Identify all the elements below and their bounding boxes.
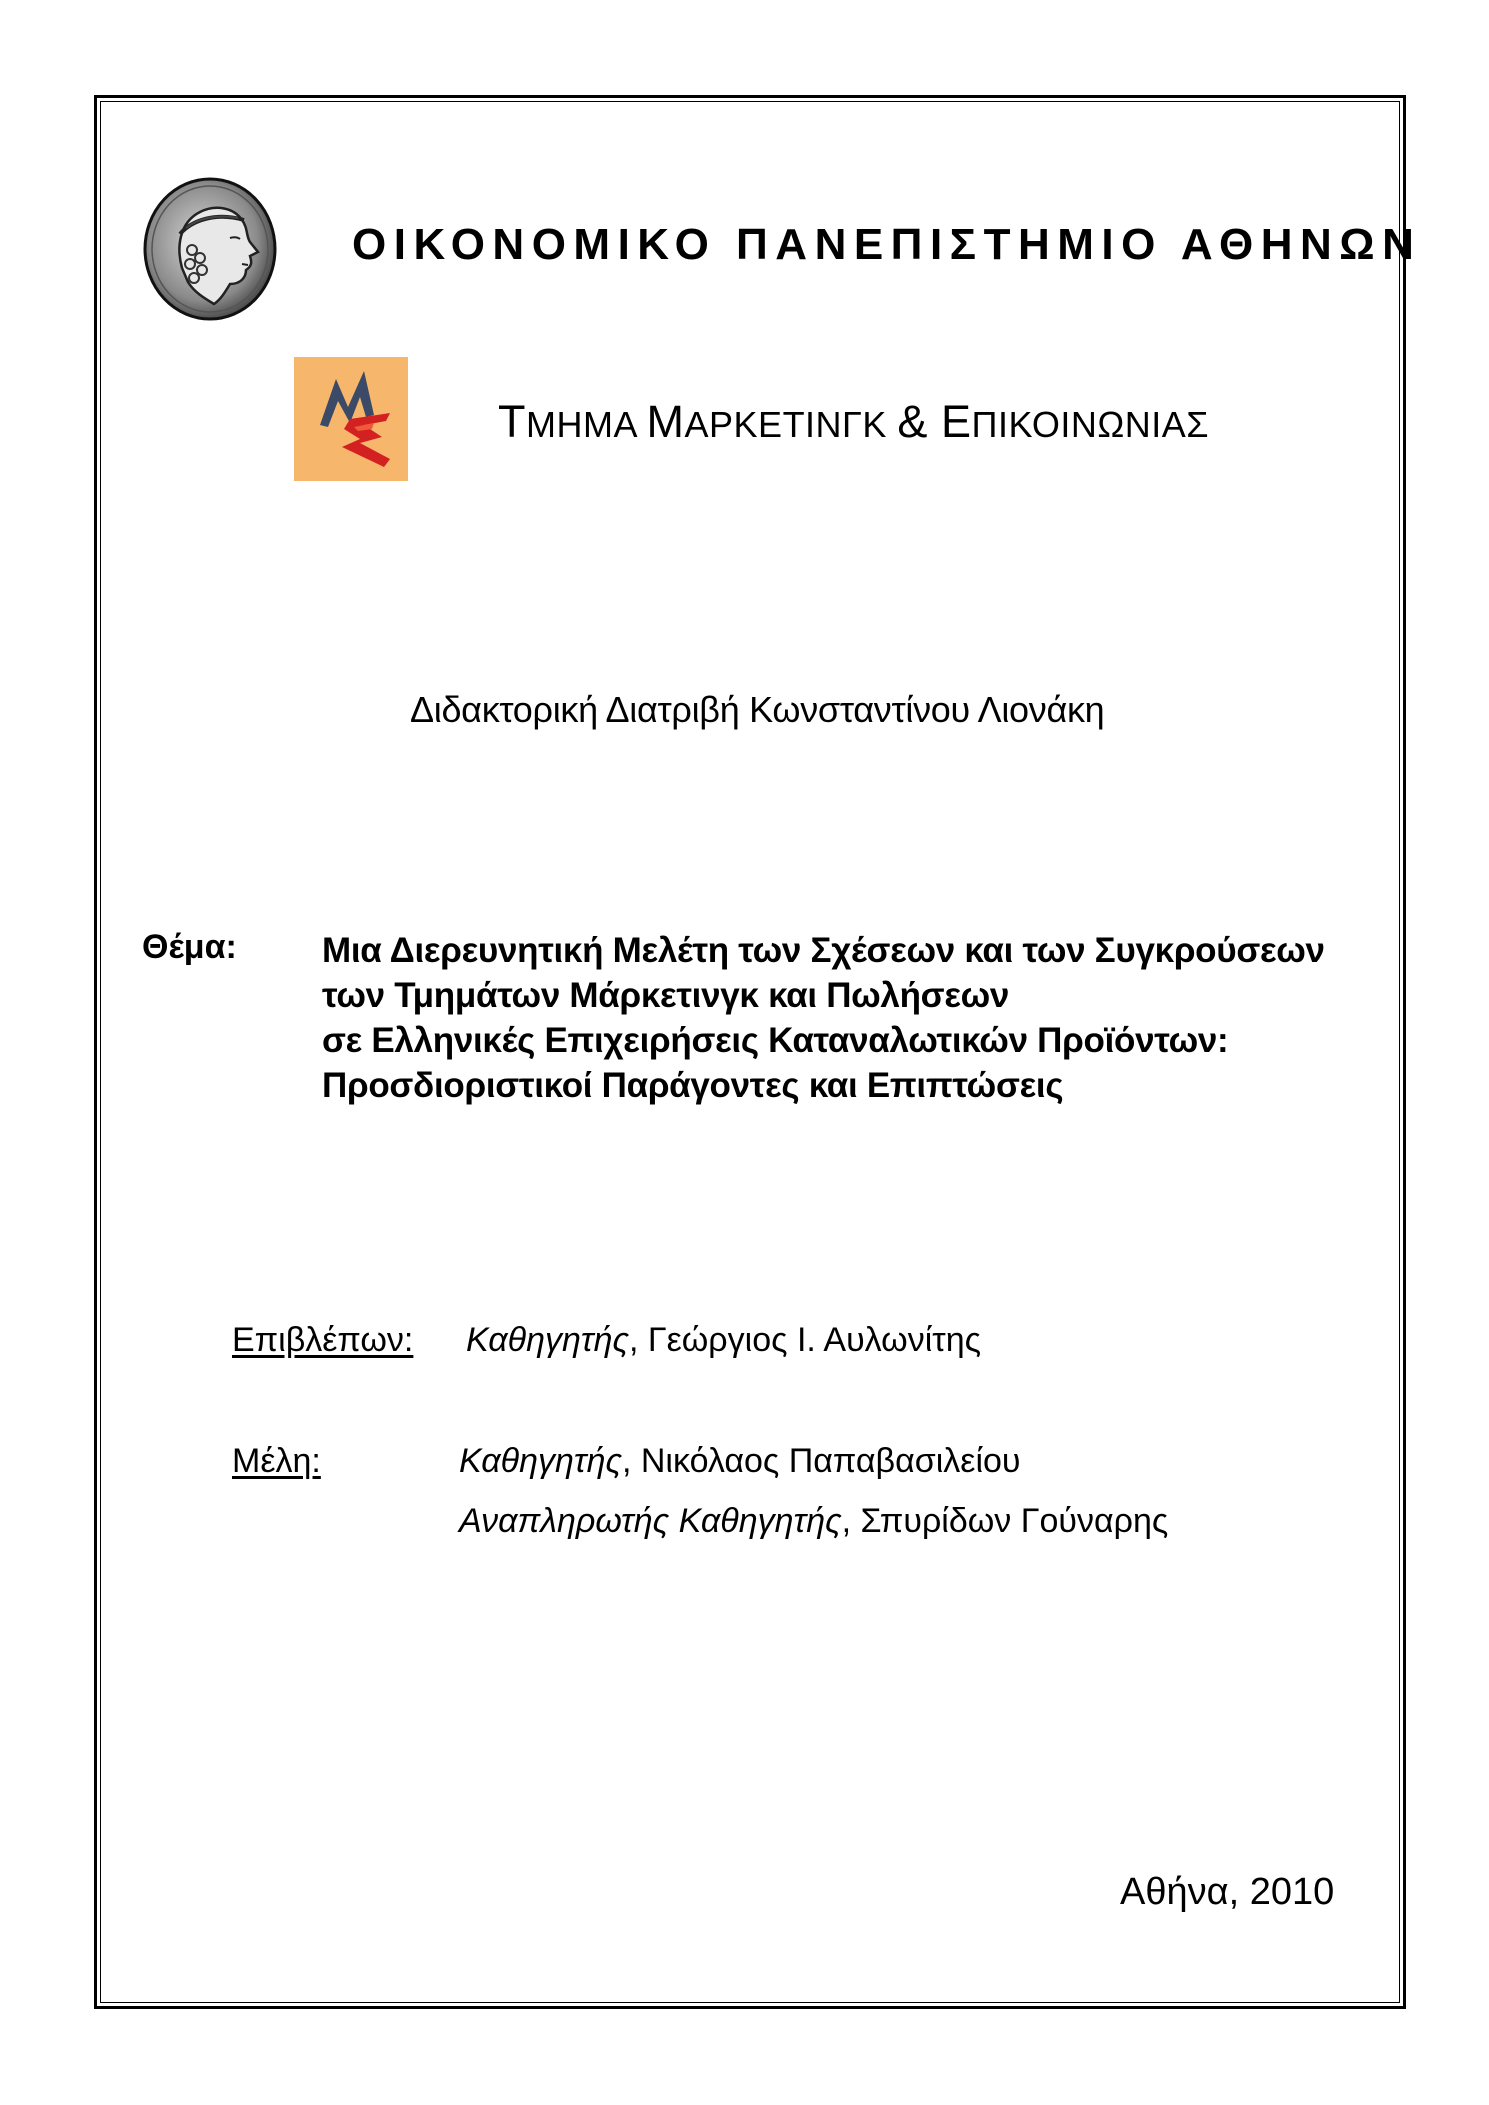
supervisor-title: Καθηγητής — [466, 1321, 629, 1359]
department-name-initial: Ε — [940, 396, 972, 447]
subject-text — [322, 928, 1325, 1108]
subject-line: σε Ελληνικές Επιχειρήσεις Καταναλωτικών Προϊόντων: — [322, 1021, 1229, 1060]
department-name-initial: Τ — [498, 396, 526, 447]
department-name-part: ΜΗΜΑ — [526, 404, 647, 445]
supervisor-entry — [466, 1321, 981, 1360]
subject-line: Προσδιοριστικοί Παράγοντες και Επιπτώσεις — [322, 1066, 1064, 1105]
members-label: Μέλη: — [232, 1442, 321, 1480]
member-entry — [459, 1502, 1168, 1541]
member-title: Αναπληρωτής Καθηγητής — [459, 1502, 842, 1540]
supervisor-name: , Γεώργιος Ι. Αυλωνίτης — [628, 1321, 981, 1359]
supervisor-label: Επιβλέπων: — [232, 1321, 414, 1359]
member-name: , Νικόλαος Παπαβασιλείου — [621, 1442, 1021, 1480]
department-name-part: ΠΙΚΟΙΝΩΝΙΑΣ — [971, 404, 1210, 445]
subject-line: Μια Διερευνητική Μελέτη των Σχέσεων και των Συγκρούσεων — [322, 931, 1325, 970]
department-name-ampersand: & — [897, 396, 941, 447]
place-date: Αθήνα, 2010 — [1120, 1871, 1335, 1913]
thesis-title: Διδακτορική Διατριβή Κωνσταντίνου Λιονάκη — [410, 689, 1105, 730]
member-entry — [459, 1442, 1021, 1481]
department-name-initial: Μ — [646, 396, 685, 447]
department-name — [498, 396, 1209, 448]
university-name: ΟΙΚΟΝΟΜΙΚΟ ΠΑΝΕΠΙΣΤΗΜΙΟ ΑΘΗΝΩΝ — [352, 220, 1422, 269]
subject-line: των Τμημάτων Μάρκετινγκ και Πωλήσεων — [322, 976, 1010, 1015]
department-name-part: ΑΡΚΕΤΙΝΓΚ — [684, 404, 898, 445]
subject-label: Θέμα: — [142, 928, 237, 966]
member-title: Καθηγητής — [459, 1442, 622, 1480]
member-name: , Σπυρίδων Γούναρης — [841, 1502, 1169, 1540]
marketing-communication-logo — [294, 357, 408, 481]
hermes-head-seal — [142, 176, 278, 322]
